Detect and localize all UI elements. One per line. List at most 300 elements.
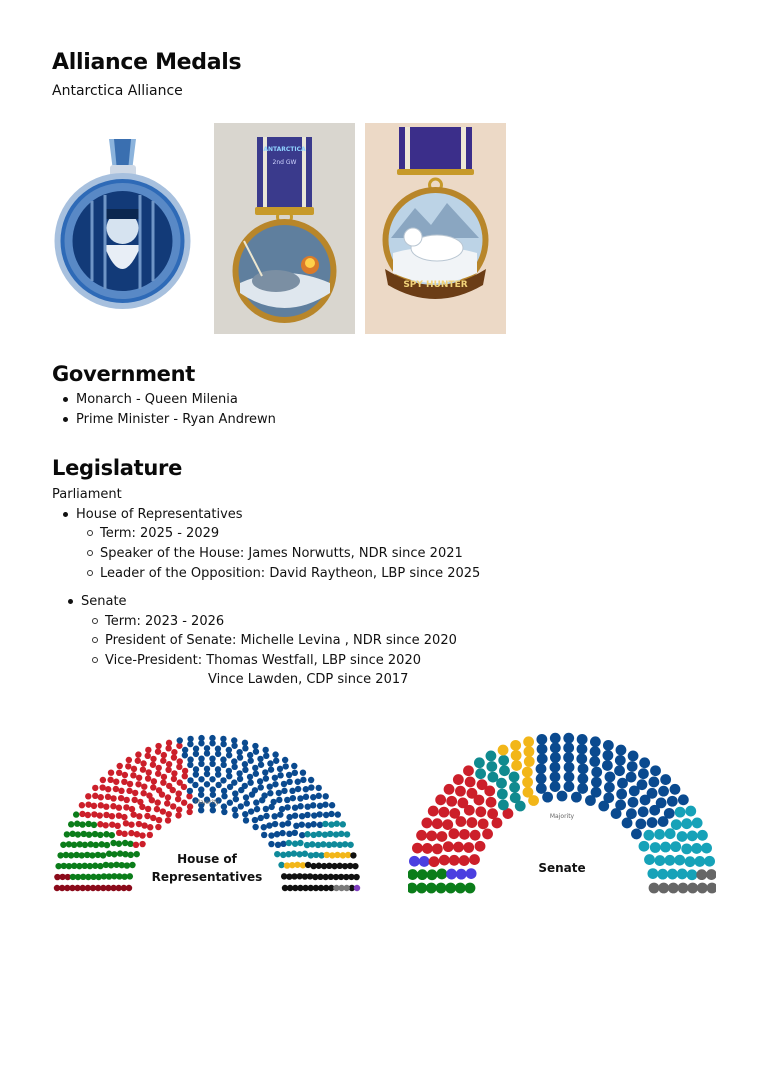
seat: [622, 818, 633, 829]
seat: [274, 851, 280, 857]
seat: [678, 883, 689, 894]
seat: [678, 794, 689, 805]
seat: [233, 796, 239, 802]
seat: [135, 751, 141, 757]
seat: [649, 777, 660, 788]
seat: [459, 855, 470, 866]
seat: [130, 772, 136, 778]
seat: [103, 822, 109, 828]
seat: [123, 820, 129, 826]
seat: [344, 831, 350, 837]
seat: [486, 761, 497, 772]
seat: [187, 777, 193, 783]
seat: [439, 855, 450, 866]
seat: [165, 817, 171, 823]
seat: [156, 817, 162, 823]
seat: [639, 841, 650, 852]
seat: [563, 742, 574, 753]
seat: [650, 765, 661, 776]
seat: [578, 763, 589, 774]
seat: [292, 812, 298, 818]
seat: [591, 767, 602, 778]
seat: [577, 744, 588, 755]
seat: [470, 830, 481, 841]
seat: [677, 869, 688, 880]
seat: [571, 792, 582, 803]
seat: [647, 817, 658, 828]
seat: [280, 841, 286, 847]
seat: [657, 869, 668, 880]
seat: [654, 829, 665, 840]
seat: [100, 852, 106, 858]
senate-vice-president-continued: Vince Lawden, CDP since 2017: [208, 672, 409, 687]
seat: [487, 808, 498, 819]
seat: [687, 830, 698, 841]
seat: [522, 767, 533, 778]
seat: [282, 757, 288, 763]
seat: [286, 772, 292, 778]
seat: [89, 852, 95, 858]
seat: [85, 821, 91, 827]
legislature-intro: Parliament: [52, 487, 122, 502]
seat: [591, 777, 602, 788]
seat: [297, 803, 303, 809]
seat: [116, 805, 122, 811]
seat: [463, 765, 474, 776]
seat: [215, 771, 221, 777]
seat: [277, 772, 283, 778]
seat: [103, 803, 109, 809]
seat: [79, 852, 85, 858]
seat: [475, 768, 486, 779]
seat: [177, 737, 183, 743]
seat: [159, 791, 165, 797]
seat: [232, 812, 238, 818]
seat: [127, 841, 133, 847]
seat: [227, 800, 233, 806]
seat: [182, 747, 188, 753]
seat: [226, 773, 232, 779]
seat: [408, 883, 417, 894]
seat: [139, 841, 145, 847]
seat: [297, 840, 303, 846]
seat: [128, 821, 134, 827]
seat: [421, 818, 432, 829]
seat: [577, 773, 588, 784]
seat: [706, 869, 716, 880]
seat: [232, 790, 238, 796]
seat: [277, 811, 283, 817]
seat: [647, 868, 658, 879]
seat: [204, 766, 210, 772]
seat: [590, 736, 601, 747]
seat: [300, 770, 306, 776]
seat: [603, 792, 614, 803]
seat: [338, 831, 344, 837]
seat: [687, 869, 698, 880]
seat: [638, 806, 649, 817]
seat: [116, 841, 122, 847]
seat: [432, 843, 443, 854]
seat: [150, 815, 156, 821]
seat: [198, 786, 204, 792]
seat: [110, 803, 116, 809]
seat: [85, 793, 91, 799]
seat: [73, 811, 79, 817]
seat: [198, 735, 204, 741]
seat: [121, 831, 127, 837]
seat: [134, 851, 140, 857]
seat: [449, 808, 460, 819]
seat: [626, 772, 637, 783]
seat: [658, 816, 669, 827]
seat: [209, 776, 215, 782]
seat: [103, 812, 109, 818]
seat: [335, 811, 341, 817]
senate-chart-title: Senate: [538, 861, 586, 875]
seat: [109, 832, 115, 838]
seat: [509, 782, 520, 793]
seat: [643, 830, 654, 841]
page-title: Alliance Medals: [52, 50, 242, 75]
seat: [248, 758, 254, 764]
seat: [291, 850, 297, 856]
seat: [126, 788, 132, 794]
house-chart-title-line1: House of: [177, 852, 237, 866]
seat: [660, 774, 671, 785]
seat: [550, 781, 561, 792]
seat: [253, 799, 259, 805]
seat: [667, 796, 678, 807]
seat: [308, 777, 314, 783]
seat: [176, 790, 182, 796]
seat: [408, 869, 418, 880]
seat: [129, 862, 135, 868]
seat: [79, 821, 85, 827]
seat: [627, 761, 638, 772]
seat: [510, 740, 521, 751]
seat: [279, 821, 285, 827]
seat: [528, 795, 539, 806]
seat: [667, 869, 678, 880]
seat: [268, 832, 274, 838]
seat: [132, 790, 138, 796]
seat: [313, 852, 319, 858]
seat: [85, 812, 91, 818]
seat: [242, 783, 248, 789]
seat: [611, 808, 622, 819]
seat: [444, 784, 455, 795]
seat: [509, 772, 520, 783]
seat: [292, 770, 298, 776]
seat: [474, 757, 485, 768]
seat: [409, 856, 420, 867]
seat: [210, 807, 216, 813]
seat: [614, 765, 625, 776]
seat: [616, 789, 627, 800]
seat: [154, 806, 160, 812]
seat: [248, 808, 254, 814]
seat: [150, 762, 156, 768]
seat: [436, 869, 447, 880]
seat: [631, 829, 642, 840]
seat: [550, 742, 561, 753]
senate-majority-label: Majority: [549, 813, 575, 820]
seat: [271, 813, 277, 819]
seat: [97, 812, 103, 818]
seat: [244, 800, 250, 806]
seat: [114, 823, 120, 829]
seat: [272, 775, 278, 781]
seat: [602, 760, 613, 771]
seat: [486, 751, 497, 762]
seat: [443, 841, 454, 852]
seat: [289, 788, 295, 794]
seat: [140, 790, 146, 796]
seat: [243, 794, 249, 800]
seat: [320, 841, 326, 847]
seat: [92, 793, 98, 799]
seat: [427, 869, 438, 880]
seat: [193, 766, 199, 772]
seat: [165, 767, 171, 773]
legislature-heading: Legislature: [52, 456, 183, 480]
seat: [465, 777, 476, 788]
seat: [316, 785, 322, 791]
seat: [263, 813, 269, 819]
seat: [456, 869, 467, 880]
seat: [655, 855, 666, 866]
seat: [113, 779, 119, 785]
seat: [279, 806, 285, 812]
seat: [294, 862, 300, 868]
seat: [692, 818, 703, 829]
seat: [694, 856, 705, 867]
seat: [113, 786, 119, 792]
seat: [286, 814, 292, 820]
seat: [99, 784, 105, 790]
seat: [422, 843, 433, 854]
seat: [155, 799, 161, 805]
seat: [497, 789, 508, 800]
seat: [334, 821, 340, 827]
seat: [305, 803, 311, 809]
seat: [257, 778, 263, 784]
seat: [670, 784, 681, 795]
seat: [681, 818, 692, 829]
seat: [97, 821, 103, 827]
seat: [299, 832, 305, 838]
seat: [131, 766, 137, 772]
seat: [426, 883, 437, 894]
seat: [498, 745, 509, 756]
seat: [259, 797, 265, 803]
seat: [309, 841, 315, 847]
seat: [536, 763, 547, 774]
seat: [91, 803, 97, 809]
seat: [466, 868, 477, 879]
seat: [91, 822, 97, 828]
house-majority-label: Majority: [194, 799, 220, 806]
seat: [453, 774, 464, 785]
seat: [268, 766, 274, 772]
seat: [155, 771, 161, 777]
seat: [670, 841, 681, 852]
seat: [550, 752, 561, 763]
ribbon-text: ANTARCTICA: [263, 146, 306, 153]
seat: [242, 740, 248, 746]
medal-image-prison: [52, 123, 193, 334]
seat: [91, 811, 97, 817]
seat: [279, 830, 285, 836]
seat: [155, 824, 161, 830]
seat: [536, 734, 547, 745]
seat: [416, 883, 427, 894]
seat: [564, 781, 575, 792]
seat: [300, 777, 306, 783]
seat: [238, 803, 244, 809]
seat: [253, 748, 259, 754]
seat: [665, 828, 676, 839]
seat: [445, 883, 456, 894]
seat: [237, 754, 243, 760]
seat: [242, 767, 248, 773]
seat: [164, 800, 170, 806]
seat: [638, 768, 649, 779]
seat: [97, 832, 103, 838]
seat: [165, 745, 171, 751]
seat: [209, 740, 215, 746]
seat: [146, 792, 152, 798]
seat: [295, 786, 301, 792]
seat: [121, 814, 127, 820]
seat: [145, 747, 151, 753]
seat: [685, 806, 696, 817]
seat: [637, 779, 648, 790]
seat: [258, 762, 264, 768]
seat: [429, 856, 440, 867]
seat: [604, 782, 615, 793]
seat: [590, 746, 601, 757]
seat: [664, 855, 675, 866]
seat: [123, 804, 129, 810]
seat: [247, 774, 253, 780]
seat: [324, 852, 330, 858]
seat: [299, 821, 305, 827]
seat: [220, 741, 226, 747]
seat: [437, 831, 448, 842]
seat: [124, 797, 130, 803]
seat: [284, 797, 290, 803]
seat: [252, 743, 258, 749]
seat: [187, 803, 193, 809]
seat: [537, 744, 548, 755]
seat: [286, 840, 292, 846]
seat: [181, 784, 187, 790]
seat: [262, 769, 268, 775]
seat: [347, 842, 353, 848]
seat: [658, 883, 669, 894]
seat: [68, 821, 74, 827]
seat: [605, 772, 616, 783]
seat: [564, 762, 575, 773]
seat: [303, 786, 309, 792]
seat: [591, 787, 602, 798]
seat: [135, 781, 141, 787]
seat: [268, 804, 274, 810]
seat: [105, 794, 111, 800]
seat: [127, 781, 133, 787]
seat: [677, 831, 688, 842]
seat: [247, 752, 253, 758]
seat: [331, 841, 337, 847]
seat: [220, 777, 226, 783]
seat: [416, 830, 427, 841]
seat: [242, 745, 248, 751]
seat: [257, 756, 263, 762]
seat: [277, 766, 283, 772]
seat: [268, 841, 274, 847]
seat: [242, 811, 248, 817]
seat: [98, 794, 104, 800]
seat: [160, 758, 166, 764]
seat: [147, 824, 153, 830]
seat: [117, 763, 123, 769]
seat: [103, 831, 109, 837]
seat: [210, 792, 216, 798]
government-item-monarch: Monarch - Queen Milenia: [76, 392, 238, 407]
seat: [130, 811, 136, 817]
seat: [350, 852, 356, 858]
seat: [457, 797, 468, 808]
seat: [275, 842, 281, 848]
seat: [147, 832, 153, 838]
seat: [118, 795, 124, 801]
seat: [267, 760, 273, 766]
seat: [482, 829, 493, 840]
seat: [557, 791, 568, 802]
seat: [436, 883, 447, 894]
seat: [589, 756, 600, 767]
seat: [292, 830, 298, 836]
seat: [263, 775, 269, 781]
seat: [475, 841, 486, 852]
seat: [310, 794, 316, 800]
seat: [136, 821, 142, 827]
seat: [439, 807, 450, 818]
seat: [615, 755, 626, 766]
seat: [166, 811, 172, 817]
seat: [156, 765, 162, 771]
senate-president: President of Senate: Michelle Levina , NDR since 2020: [105, 633, 457, 648]
seat: [286, 831, 292, 837]
seat: [192, 782, 198, 788]
government-heading: Government: [52, 362, 196, 386]
seat: [204, 745, 210, 751]
seat: [252, 787, 258, 793]
seat: [316, 811, 322, 817]
seat: [181, 800, 187, 806]
seat: [109, 821, 115, 827]
seat: [626, 808, 637, 819]
seat: [128, 830, 134, 836]
seat: [647, 788, 658, 799]
seat: [252, 765, 258, 771]
seat: [97, 863, 103, 869]
seat: [107, 777, 113, 783]
seat: [243, 817, 249, 823]
seat: [290, 795, 296, 801]
